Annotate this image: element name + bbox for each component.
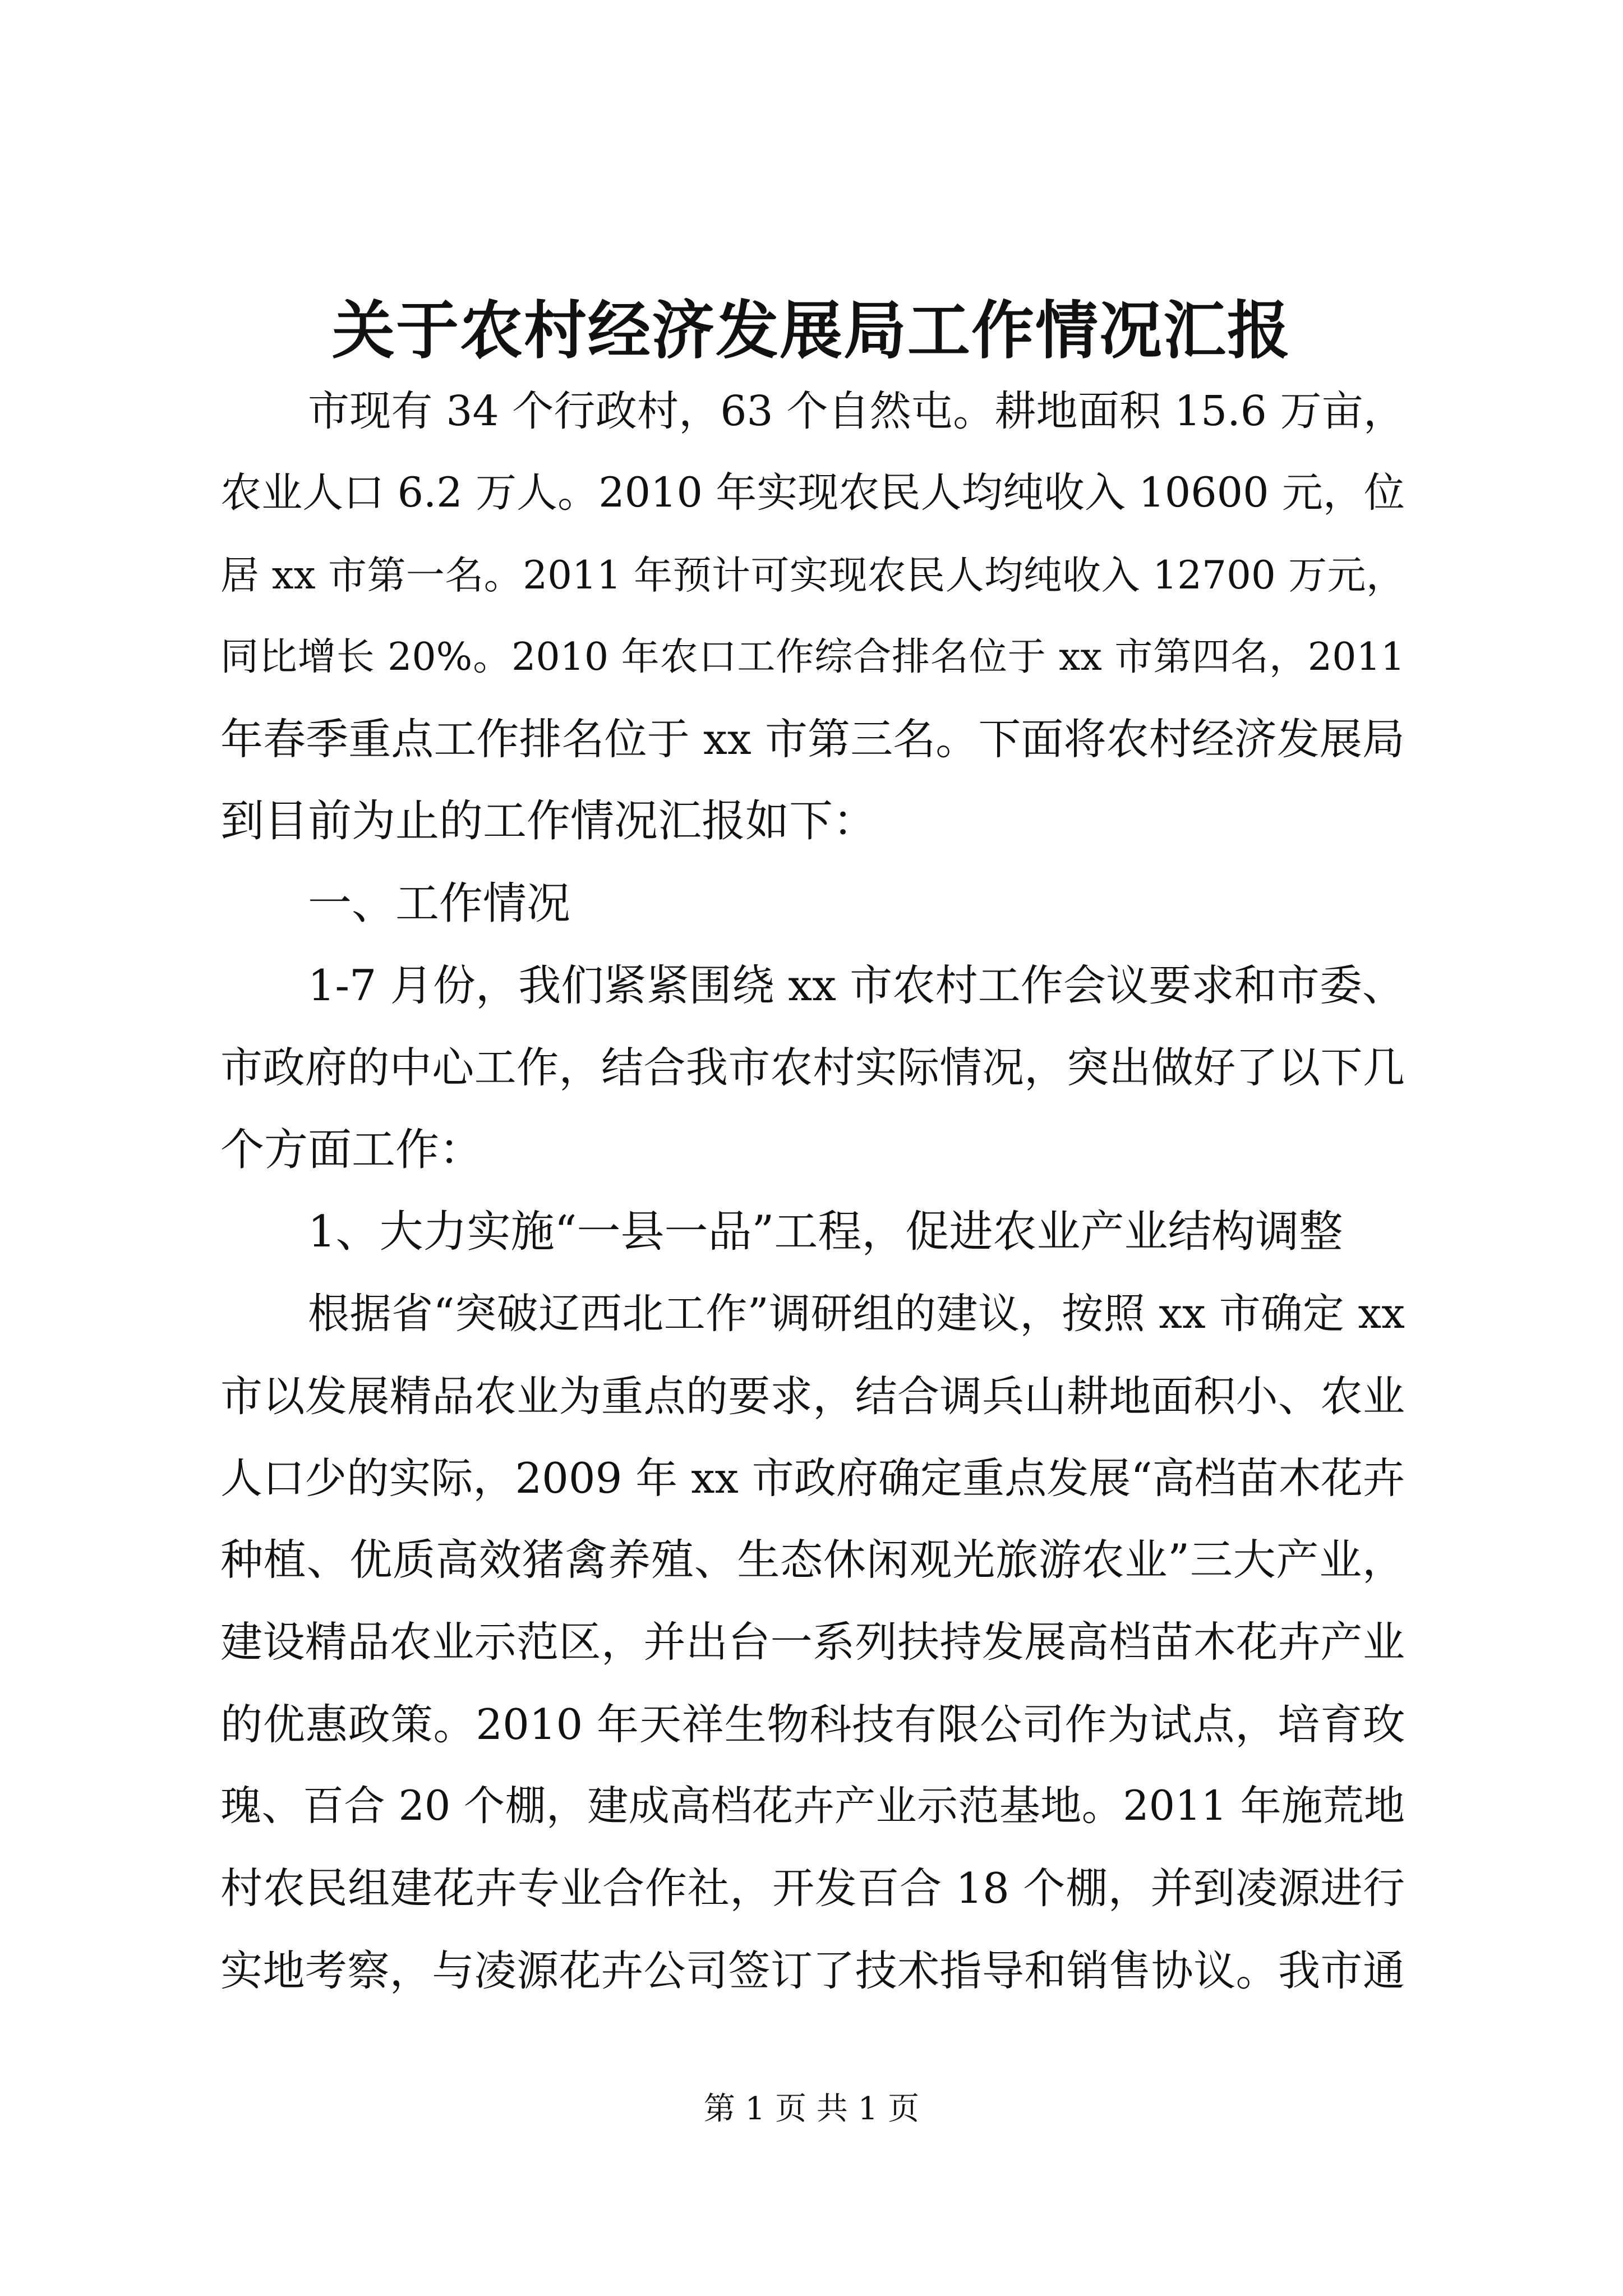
text-line: 1-7 月份，我们紧紧围绕 xx 市农村工作会议要求和市委、: [308, 960, 1405, 1011]
text-line: 种植、优质高效猪禽养殖、生态休闲观光旅游农业”三大产业，: [220, 1535, 1405, 1585]
text-line: 年春季重点工作排名位于 xx 市第三名。下面将农村经济发展局: [220, 714, 1405, 765]
text-line: 市以发展精品农业为重点的要求，结合调兵山耕地面积小、农业: [220, 1371, 1405, 1421]
text-line: 的优惠政策。2010 年天祥生物科技有限公司作为试点，培育玫: [220, 1699, 1405, 1749]
text-line: 根据省“突破辽西北工作”调研组的建议，按照 xx 市确定 xx: [308, 1290, 1405, 1338]
text-line: 市现有 34 个行政村，63 个自然屯。耕地面积 15.6 万亩，: [308, 387, 1405, 435]
text-line: 居 xx 市第一名。2011 年预计可实现农民人均纯收入 12700 万元，: [220, 553, 1405, 598]
text-line: 农业人口 6.2 万人。2010 年实现农民人均纯收入 10600 元，位: [220, 469, 1405, 517]
text-line: 1、大力实施“一县一品”工程，促进农业产业结构调整: [308, 1206, 1343, 1257]
text-line: 实地考察，与凌源花卉公司签订了技术指导和销售协议。我市通: [220, 1945, 1405, 1995]
text-line: 人口少的实际，2009 年 xx 市政府确定重点发展“高档苗木花卉: [220, 1453, 1405, 1503]
text-line: 一、工作情况: [308, 878, 571, 929]
text-line: 到目前为止的工作情况汇报如下：: [220, 796, 877, 847]
document-title: 关于农村经济发展局工作情况汇报: [332, 294, 1291, 367]
text-line: 同比增长 20%。2010 年农口工作综合排名位于 xx 市第四名，2011: [220, 634, 1405, 679]
text-line: 瑰、百合 20 个棚，建成高档花卉产业示范基地。2011 年施荒地: [220, 1782, 1405, 1830]
text-line: 市政府的中心工作，结合我市农村实际情况，突出做好了以下几: [220, 1043, 1405, 1093]
page-footer: 第 1 页 共 1 页: [703, 2091, 920, 2127]
text-line: 村农民组建花卉专业合作社，开发百合 18 个棚，并到凌源进行: [220, 1864, 1405, 1913]
text-line: 个方面工作：: [220, 1124, 483, 1175]
document-body: [220, 370, 1405, 2012]
text-line: 建设精品农业示范区，并出台一系列扶持发展高档苗木花卉产业: [220, 1617, 1405, 1667]
